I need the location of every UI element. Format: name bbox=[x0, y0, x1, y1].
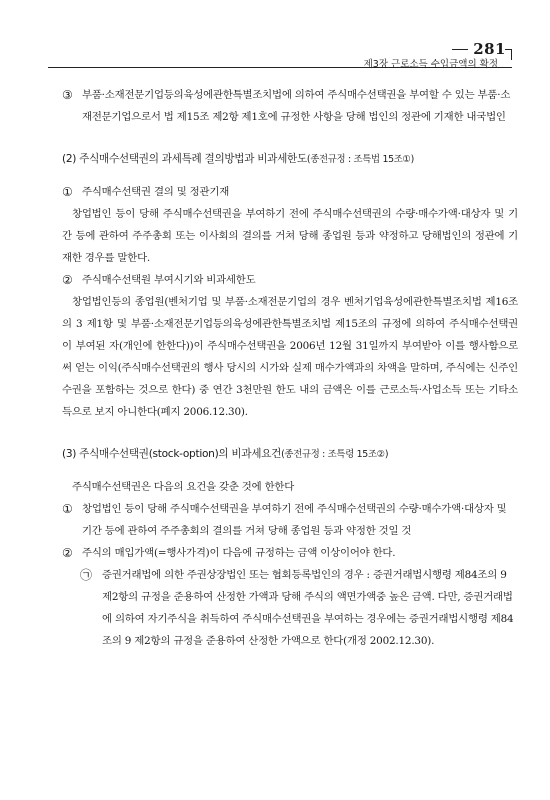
sub-list-item-a bbox=[80, 564, 518, 652]
list-item-1 bbox=[62, 498, 518, 542]
circled-number-3: ③ bbox=[62, 88, 73, 102]
section-reference: (종전규정 : 조특법 15조①) bbox=[306, 154, 415, 165]
subheading-2 bbox=[62, 269, 518, 291]
section-reference: (종전규정 : 조특령 15조②) bbox=[281, 449, 389, 460]
subheading-text: 주식매수선택원 부여시기와 비과세한도 bbox=[82, 274, 256, 286]
circled-number-2: ② bbox=[62, 546, 73, 560]
running-title: 제3장 근로소득 수입금액의 확정 bbox=[363, 59, 498, 70]
list-item-text: 창업법인 등이 당해 주식매수선택권을 부여하기 전에 주식매수선택권의 수량·매수가액·대상자 및 기간 등에 관하여 주주총회의 결의를 거쳐 당해 종업원 등과 약정한 것일 것 bbox=[82, 503, 507, 537]
list-item-text: 부품·소재전문기업등의육성에관한특별조치법에 의하여 주식매수선택권을 부여할 수 있는 부품·소재전문기업으로서 법 제15조 제2항 제1호에 규정한 사항을 당해 법인의 정관에 기재한 내국법인 bbox=[82, 89, 511, 123]
list-item-3 bbox=[62, 84, 518, 128]
section-title: (2) 주식매수선택권의 과세특례 결의방법과 비과세한도 bbox=[62, 153, 307, 165]
section-heading-2 bbox=[62, 148, 518, 171]
section-title: (3) 주식매수선택권(stock-option)의 비과세요건 bbox=[62, 448, 282, 460]
section-heading-3 bbox=[62, 443, 518, 466]
list-item-text: 주식의 매입가액(=행사가격)이 다음에 규정하는 금액 이상이어야 한다. bbox=[82, 547, 396, 559]
circled-number-2: ② bbox=[62, 273, 73, 287]
page-number: 281 bbox=[473, 40, 506, 58]
circled-number-1: ① bbox=[62, 185, 73, 199]
header-divider bbox=[48, 67, 512, 68]
header-rule-mid bbox=[452, 49, 468, 50]
circled-number-1: ① bbox=[62, 502, 73, 516]
header-rule-corner bbox=[505, 49, 512, 60]
page-header bbox=[0, 0, 550, 70]
sub-list-item-text: 증권거래법에 의한 주권상장법인 또는 협회등록법인의 경우 : 증권거래법시행령 제84조의 9 제2항의 규정을 준용하여 산정한 가액과 당해 주식의 액면가액중 높은 금액. 다만, 증권거래법에 의하여 자기주식을 취득하여 주식매수선택권을 부여하는 경우에는 증권거래법시행령 제84조의 9 제2항의 규정을 준용하여 산정한 가액으로 한다(개정 2002.12.30). bbox=[102, 569, 514, 647]
subheading-1 bbox=[62, 181, 518, 203]
paragraph: 창업법인등의 종업원(벤처기업 및 부품·소재전문기업의 경우 벤처기업육성에관한특별조치법 제16조의 3 제1항 및 부품·소재전문기업등의육성에관한특별조치법 제15조의 규정에 의하여 주식매수선택권이 부여된 자(개인에 한한다))이 주식매수선택권을 2006년 12월 31일까지 부여받아 이를 행사함으로써 얻는 이익(주식매수선택권의 행사 당시의 시가와 실제 매수가액과의 차액을 말하며, 주식에는 신주인수권을 포함하는 것으로 한다) 중 연간 3천만원 한도 내의 금액은 이를 근로소득·사업소득 또는 기타소득으로 보지 아니한다(폐지 2006.12.30). bbox=[62, 296, 518, 418]
list-item-2 bbox=[62, 542, 518, 564]
subheading-text: 주식매수선택권 결의 및 정관기재 bbox=[82, 186, 230, 198]
page-body bbox=[62, 84, 518, 652]
paragraph: 창업법인 등이 당해 주식매수선택권을 부여하기 전에 주식매수선택권의 수량·매수가액·대상자 및 기간 등에 관하여 주주총회 또는 이사회의 결의를 거쳐 당해 종업원 등과 약정하고 당해법인의 정관에 기재한 경우를 말한다. bbox=[62, 208, 518, 264]
intro-paragraph: 주식매수선택권은 다음의 요건을 갖춘 것에 한한다 bbox=[72, 481, 295, 493]
circled-letter-a: ㉠ bbox=[80, 568, 92, 582]
